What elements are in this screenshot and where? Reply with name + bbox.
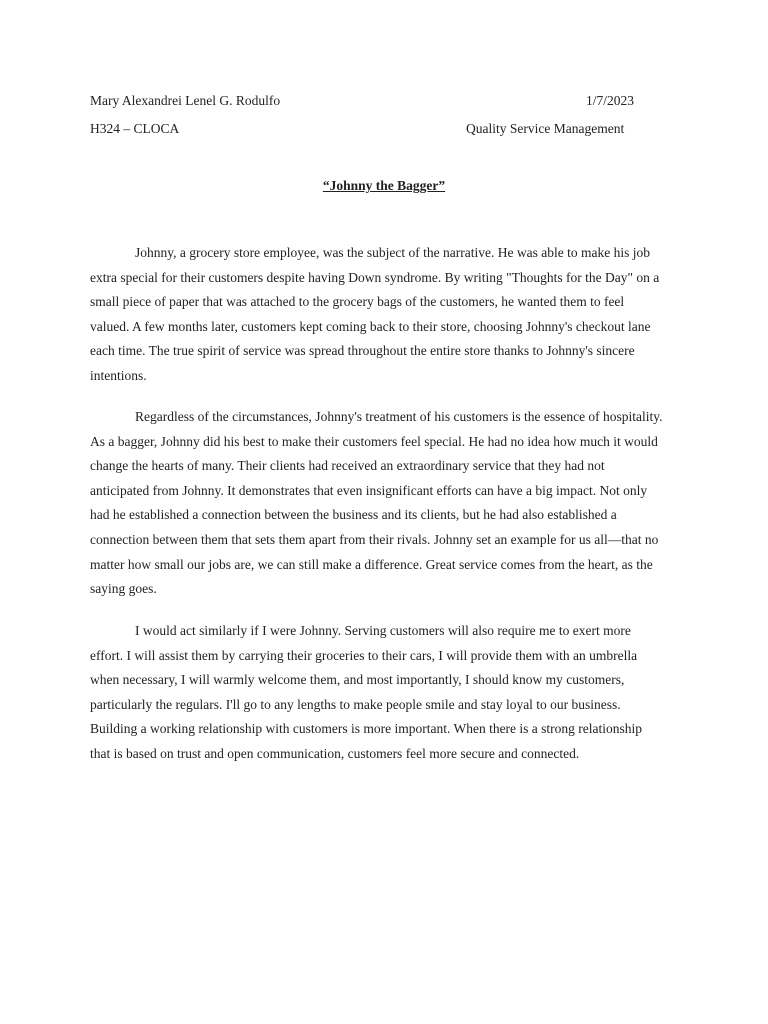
paragraph-3 — [90, 619, 690, 767]
paragraph-2 — [90, 405, 690, 602]
paragraph-line: anticipated from Johnny. It demonstrates that even insignificant efforts can have a big impact. Not only — [90, 482, 648, 498]
paragraph-line: effort. I will assist them by carrying their groceries to their cars, I will provide them with an umbrella — [90, 647, 638, 663]
paragraph-line: valued. A few months later, customers kept coming back to their store, choosing Johnny's checkout lane — [90, 318, 651, 334]
essay-title-container — [0, 178, 768, 194]
paragraph-line: I would act similarly if I were Johnny. Serving customers will also require me to exert more — [135, 623, 631, 638]
course-code: H324 – CLOCA — [90, 121, 180, 136]
paragraph-line: As a bagger, Johnny did his best to make their customers feel special. He had no idea how much it would — [90, 433, 658, 449]
paragraph-line: extra special for their customers despite having Down syndrome. By writing "Thoughts for the Day" on a — [90, 269, 660, 285]
document-date: 1/7/2023 — [586, 93, 635, 108]
paragraph-line: Regardless of the circumstances, Johnny's treatment of his customers is the essence of hospitality. — [135, 409, 663, 424]
essay-title: “Johnny the Bagger” — [322, 178, 446, 193]
paragraph-line: Building a working relationship with customers is more important. When there is a strong relationship — [90, 721, 643, 737]
paragraph-line: Johnny, a grocery store employee, was the subject of the narrative. He was able to make his job — [135, 245, 650, 260]
paragraph-line: small piece of paper that was attached to the grocery bags of the customers, he wanted them to feel — [90, 294, 625, 310]
paragraph-line: matter how small our jobs are, we can still make a difference. Great service comes from the heart, as the — [90, 556, 653, 572]
paragraph-line: saying goes. — [90, 581, 157, 597]
subject-name: Quality Service Management — [466, 121, 625, 136]
paragraph-line: change the hearts of many. Their clients had received an extraordinary service that they had not — [90, 458, 605, 474]
paragraph-line: each time. The true spirit of service was spread throughout the entire store thanks to Johnny's sincere — [90, 343, 635, 359]
paragraph-line: when necessary, I will warmly welcome them, and most importantly, I should know my customers, — [90, 672, 625, 688]
author-name: Mary Alexandrei Lenel G. Rodulfo — [90, 93, 281, 108]
paragraph-line: that is based on trust and open communication, customers feel more secure and connected. — [90, 745, 580, 761]
paragraph-line: intentions. — [90, 367, 147, 383]
paragraph-line: had he established a connection between the business and its clients, but he had also established a — [90, 507, 617, 523]
paragraph-line: particularly the regulars. I'll go to any lengths to make people smile and stay loyal to our business. — [90, 696, 621, 712]
paragraph-line: connection between them that sets them apart from their rivals. Johnny set an example for us all—that no — [90, 531, 659, 547]
paragraph-1 — [90, 241, 690, 389]
